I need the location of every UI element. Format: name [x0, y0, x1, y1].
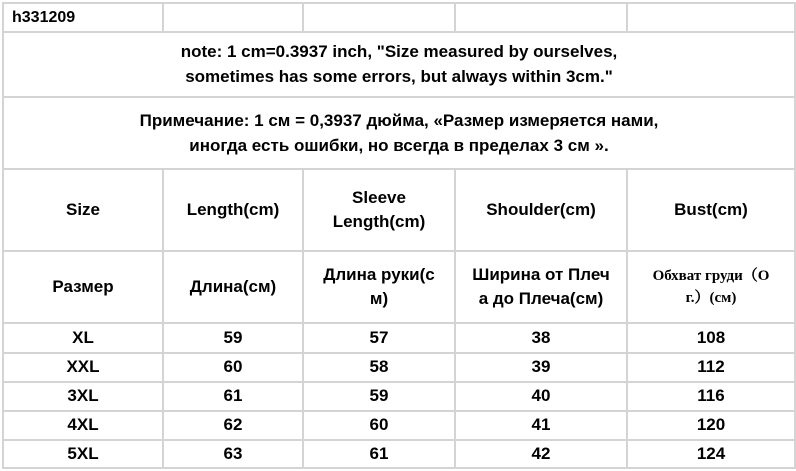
- size-cell: 3XL: [3, 382, 163, 411]
- size-chart-table: [2, 2, 796, 469]
- shoulder-cell: 41: [455, 411, 627, 440]
- note-english: [3, 32, 795, 96]
- length-cell: 60: [163, 353, 303, 382]
- header-size: Size: [3, 169, 163, 250]
- length-cell: 63: [163, 440, 303, 468]
- note-ru-row: [3, 97, 795, 170]
- empty-cell: [163, 3, 303, 32]
- size-cell: 5XL: [3, 440, 163, 468]
- header-shoulder: Shoulder(cm): [455, 169, 627, 250]
- length-cell: 59: [163, 323, 303, 352]
- note-ru-line-2: иногда есть ошибки, но всегда в пределах 3 см ».: [189, 136, 609, 156]
- empty-cell: [455, 3, 627, 32]
- header-ru-shoulder: [455, 251, 627, 324]
- shoulder-cell: 40: [455, 382, 627, 411]
- empty-cell: [303, 3, 455, 32]
- empty-cell: [627, 3, 795, 32]
- header-length: Length(cm): [163, 169, 303, 250]
- shoulder-cell: 39: [455, 353, 627, 382]
- sleeve-cell: 61: [303, 440, 455, 468]
- header-ru-bust: [627, 251, 795, 324]
- sleeve-cell: 57: [303, 323, 455, 352]
- header-ru-bust-line-2: г.）(см): [685, 289, 737, 306]
- size-cell: XXL: [3, 353, 163, 382]
- header-ru-size: Размер: [3, 251, 163, 324]
- header-row-russian: [3, 251, 795, 324]
- header-sleeve-line-2: Length(cm): [332, 211, 426, 231]
- note-russian: [3, 97, 795, 170]
- sleeve-cell: 60: [303, 411, 455, 440]
- table-row: [3, 323, 795, 352]
- note-en-line-2: sometimes has some errors, but always within 3cm.": [185, 67, 613, 87]
- table-row: [3, 411, 795, 440]
- header-ru-sleeve: [303, 251, 455, 324]
- header-sleeve: [303, 169, 455, 250]
- shoulder-cell: 38: [455, 323, 627, 352]
- note-en-row: [3, 32, 795, 96]
- table-row: [3, 353, 795, 382]
- bust-cell: 112: [627, 353, 795, 382]
- sleeve-cell: 59: [303, 382, 455, 411]
- length-cell: 61: [163, 382, 303, 411]
- bust-cell: 124: [627, 440, 795, 468]
- note-ru-line-1: Примечание: 1 см = 0,3937 дюйма, «Размер измеряется нами,: [139, 111, 659, 131]
- length-cell: 62: [163, 411, 303, 440]
- size-cell: 4XL: [3, 411, 163, 440]
- bust-cell: 116: [627, 382, 795, 411]
- product-code: h331209: [3, 3, 163, 32]
- header-bust: Bust(cm): [627, 169, 795, 250]
- shoulder-cell: 42: [455, 440, 627, 468]
- product-code-row: [3, 3, 795, 32]
- header-ru-length: Длина(см): [163, 251, 303, 324]
- sleeve-cell: 58: [303, 353, 455, 382]
- header-row-english: [3, 169, 795, 250]
- table-row: [3, 440, 795, 468]
- bust-cell: 108: [627, 323, 795, 352]
- size-cell: XL: [3, 323, 163, 352]
- table-row: [3, 382, 795, 411]
- header-sleeve-line-1: Sleeve: [352, 187, 406, 207]
- header-ru-bust-line-1: Обхват груди（О: [652, 267, 770, 284]
- header-ru-shoulder-line-1: Ширина от Плеч: [472, 264, 610, 284]
- bust-cell: 120: [627, 411, 795, 440]
- header-ru-sleeve-line-2: м): [369, 288, 389, 308]
- note-en-line-1: note: 1 cm=0.3937 inch, "Size measured by ourselves,: [180, 42, 618, 62]
- header-ru-sleeve-line-1: Длина руки(с: [323, 264, 435, 284]
- header-ru-shoulder-line-2: а до Плеча(см): [478, 288, 604, 308]
